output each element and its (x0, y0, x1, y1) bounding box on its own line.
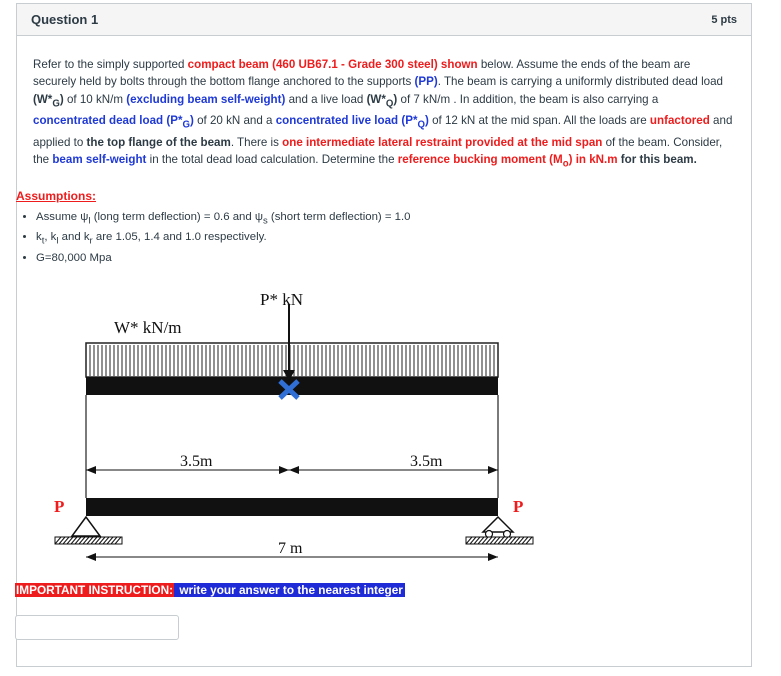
assumption-item: • $k_t$, $k_l$ and $k_r$ are 1.05, 1.4 and 1.0 respectively. (36, 229, 411, 249)
dim-label-left: 3.5m (180, 453, 213, 470)
support-label-right: P (513, 497, 524, 516)
assumptions-heading: Assumptions: (16, 189, 97, 203)
text-segment: of 12 kN at the mid span. All the loads are (428, 114, 650, 128)
dim-arrow (289, 466, 299, 474)
text-segment: . The beam is carrying a uniformly distributed dead load (437, 75, 724, 89)
dim-arrow (488, 466, 498, 474)
highlight-pp: (PP) (414, 75, 438, 89)
instruction-label: IMPORTANT INSTRUCTION: (16, 583, 174, 597)
roller-support (483, 517, 513, 532)
assumption-item: • Assume $\psi_l$ (long term deflection) = 0.6 and $\psi_s$ (short term deflection) = 1.0 (36, 209, 411, 229)
highlight-pq: concentrated live load (P* (275, 114, 418, 128)
wg-close: ) (59, 92, 64, 106)
highlight-beam: compact beam (460 UB67.1 - Grade 300 steel) shown (187, 58, 478, 71)
text-segment: of the beam. Consider, the (33, 135, 723, 167)
instruction-text: write your answer to the nearest integer (176, 583, 403, 597)
wq-label: (W* (366, 92, 386, 106)
text-segment: and applied to (33, 114, 733, 149)
span-label: 7 m (278, 540, 303, 557)
wq-sub: Q (385, 97, 394, 109)
highlight-selfweight: beam self-weight (52, 153, 147, 167)
highlight-excl-selfweight: (excluding beam self-weight) (126, 92, 286, 106)
text-segment: below. Assume the ends of the beam are securely held by bolts through the bottom flange anchored to the supports (33, 58, 691, 89)
highlight-top-flange: the top flange of the beam (86, 135, 231, 149)
highlight-unfactored: unfactored (649, 114, 710, 128)
text-segment: . There is (230, 135, 283, 149)
mo-close: ) in kN.m (568, 153, 618, 167)
highlight-restraint: one intermediate lateral restraint provided at the mid span (282, 135, 603, 149)
dim-arrow (86, 466, 96, 474)
question-points: 5 pts (711, 13, 737, 26)
point-load-label: P* kN (260, 290, 303, 309)
text-segment: and a live load (285, 92, 367, 106)
mo-sub: o (562, 158, 569, 170)
text-end: for this beam. (617, 153, 697, 167)
wg-label: (W* (33, 92, 53, 106)
text-segment: of 20 kN and a (193, 114, 276, 128)
dim-arrow (86, 553, 96, 561)
bottom-flange (86, 498, 498, 516)
wg-sub: G (52, 97, 60, 109)
text-segment: of 10 kN/m (63, 92, 127, 106)
roller-wheel (504, 531, 511, 538)
text-segment: of 7 kN/m . In addition, the beam is also carrying a (397, 92, 659, 106)
pq-close: ) (424, 114, 429, 128)
important-instruction (15, 583, 405, 597)
dim-label-right: 3.5m (410, 453, 443, 470)
dim-arrow (279, 466, 289, 474)
roller-wheel (486, 531, 493, 538)
pg-sub: G (182, 119, 190, 131)
question-title: Question 1 (31, 12, 99, 27)
pin-support (72, 517, 100, 536)
dim-arrow (488, 553, 498, 561)
highlight-pg: concentrated dead load (P* (33, 114, 183, 128)
pq-sub: Q (417, 119, 425, 131)
highlight-mo: reference bucking moment (M (397, 153, 563, 167)
text-segment: in the total dead load calculation. Determine the (146, 153, 398, 167)
udl-label: W* kN/m (114, 318, 182, 337)
support-label-left: P (54, 497, 65, 516)
wq-close: ) (393, 92, 398, 106)
assumption-item: • G=80,000 Mpa (36, 250, 411, 267)
answer-input[interactable] (15, 615, 179, 640)
text-segment: Refer to the simply supported (33, 58, 188, 71)
pg-close: ) (189, 114, 194, 128)
